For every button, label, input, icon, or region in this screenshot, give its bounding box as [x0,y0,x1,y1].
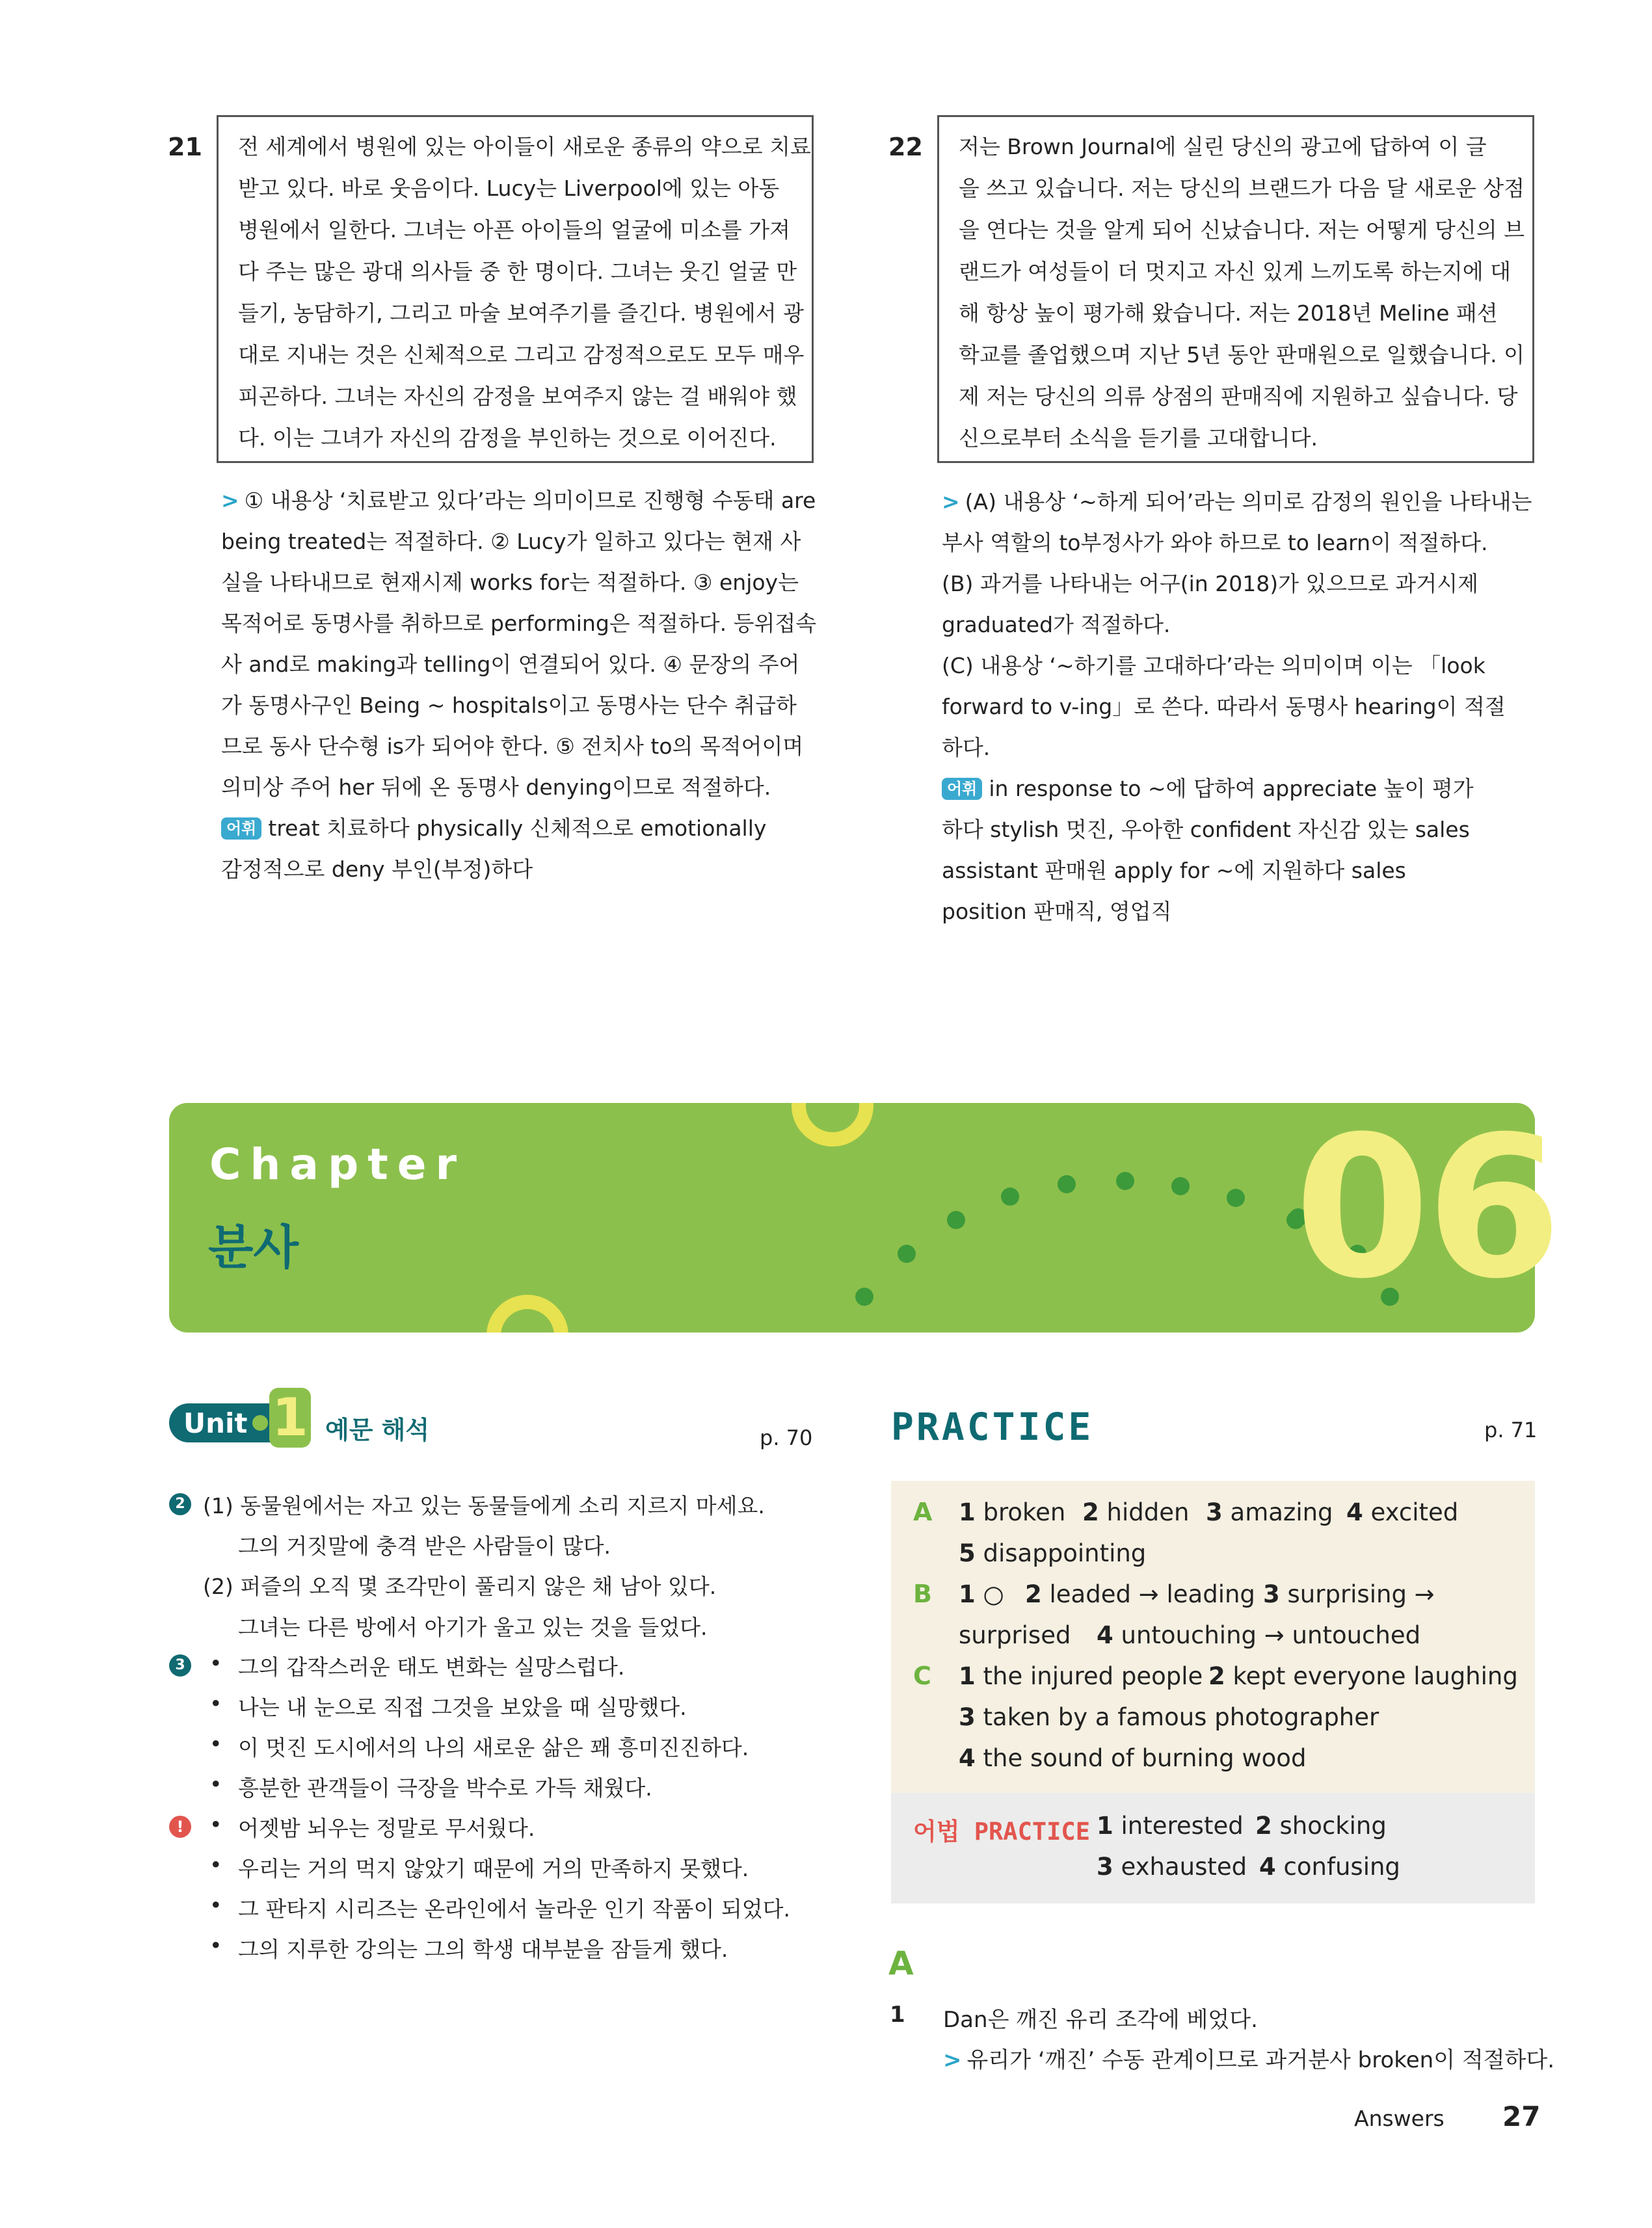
q22-exp-line: (B) 과거를 나타내는 어구(in 2018)가 있으므로 과거시제 [942,571,1478,596]
answer-item [1082,1498,1189,1526]
q21-exp-line: 사 and로 making과 telling이 연결되어 있다. ④ 문장의 주어 [221,652,800,677]
item-number-3-icon: 3 [169,1654,191,1677]
answer-text: disappointing [983,1539,1147,1567]
q22-exp-line: (A) 내용상 ‘~하게 되어’라는 의미로 감정의 원인을 나타내는 [965,489,1532,514]
answer-number: 1 [959,1580,976,1608]
list-item: 그 판타지 시리즈는 온라인에서 놀라운 인기 작품이 되었다. [238,1896,790,1922]
q21-vocab-line: 감정적으로 deny 부인(부정)하다 [221,856,533,882]
answer-item [1263,1580,1435,1608]
practice-label-b: B [913,1580,932,1608]
bullet: • [209,1691,222,1716]
q21-line: 피곤하다. 그녀는 자신의 감정을 보여주지 않는 걸 배워야 했 [238,384,797,409]
list-item: (2) 퍼즐의 오직 몇 조각만이 풀리지 않은 채 남아 있다. [203,1574,717,1599]
q21-exp-line: 므로 동사 단수형 is가 되어야 한다. ⑤ 전치사 to의 목적어이며 [221,734,804,759]
question-number-22: 22 [888,133,923,161]
decor-ring-bottom [494,1302,561,1333]
q21-exp-line: being treated는 적절하다. ② Lucy가 일하고 있다는 현재 사 [221,529,801,554]
q22-exp-line: 부사 역할의 to부정사가 와야 하므로 to learn이 적절하다. [942,530,1488,555]
q21-exp-line: 실을 나타내므로 현재시제 works for는 적절하다. ③ enjoy는 [221,570,799,595]
footer-label: Answers [1354,2106,1445,2131]
q21-exp-line: 의미상 주어 her 뒤에 온 동명사 denying이므로 적절하다. [221,775,771,800]
chapter-title: 분사 [208,1220,299,1275]
answer-text: surprised [959,1621,1071,1649]
answer-item [1255,1812,1387,1840]
answer-number: 2 [1025,1580,1042,1608]
grammar-practice-label: 어법 PRACTICE [913,1818,1090,1846]
answer-text: ○ [983,1580,1004,1608]
answer-number: 2 [1255,1812,1272,1840]
answer-item [1097,1853,1247,1881]
list-item: 어젯밤 뇌우는 정말로 무서웠다. [238,1816,535,1841]
q22-line: 저는 Brown Journal에 실린 당신의 광고에 답하여 이 글 [959,134,1487,159]
q22-vocab-line: in response to ~에 답하여 appreciate 높이 평가 [989,776,1474,801]
answer-item [1206,1498,1333,1526]
answer-item [1097,1812,1244,1840]
q21-exp-line: ① 내용상 ‘치료받고 있다’라는 의미이므로 진행형 수동태 are [244,488,816,513]
answer-number: 2 [1082,1498,1099,1526]
answer-number: 4 [959,1744,976,1772]
answer-text: surprising → [1287,1580,1435,1608]
answer-text: excited [1370,1498,1459,1526]
answer-text: exhausted [1121,1853,1247,1881]
answer-number: 1 [1097,1812,1113,1840]
q22-line: 을 쓰고 있습니다. 저는 당신의 브랜드가 다음 달 새로운 상점 [959,176,1525,201]
warning-icon: ! [169,1816,191,1838]
answer-item [1025,1580,1255,1608]
q21-explanation [221,480,819,890]
answer-number: 4 [1346,1498,1363,1526]
bullet: • [209,1933,222,1958]
q22-vocab-line: assistant 판매원 apply for ~에 지원하다 sales [942,858,1406,883]
answer-text: shocking [1279,1812,1387,1840]
answer-item [1346,1498,1458,1526]
list-item: 그의 갑작스러운 태도 변화는 실망스럽다. [238,1654,625,1680]
vocab-tag: 어휘 [221,817,261,840]
list-item: 나는 내 눈으로 직접 그것을 보았을 때 실망했다. [238,1695,687,1720]
answer-item [1259,1853,1400,1881]
answer-item [959,1498,1065,1526]
list-item: 그의 거짓말에 충격 받은 사람들이 많다. [238,1533,611,1559]
section-a-heading: A [888,1944,914,1982]
chevron-right-icon: > [942,489,960,514]
chapter-number: 06 [1294,1094,1558,1321]
bullet: • [209,1892,222,1918]
answer-text: amazing [1230,1498,1333,1526]
answer-item [959,1539,1146,1567]
q21-exp-line: 가 동명사구인 Being ~ hospitals이고 동명사는 단수 취급하 [221,693,797,718]
q21-line: 병원에서 일한다. 그녀는 아픈 아이들의 얼굴에 미소를 가져 [238,217,790,243]
q21-exp-line: 목적어로 동명사를 취하므로 performing은 적절하다. 등위접속 [221,611,817,636]
answer-text: the sound of burning wood [983,1744,1307,1772]
q22-line: 랜드가 여성들이 더 멋지고 자신 있게 느끼도록 하는지에 대 [959,259,1511,284]
list-item: 그녀는 다른 방에서 아기가 울고 있는 것을 들었다. [238,1615,708,1640]
list-item: 그의 지루한 강의는 그의 학생 대부분을 잠들게 했다. [238,1937,728,1962]
q22-line: 을 연다는 것을 알게 되어 신났습니다. 저는 어떻게 당신의 브 [959,217,1525,243]
vocab-tag: 어휘 [942,778,982,800]
section-a-number: 1 [890,2002,905,2028]
answer-item [959,1580,1004,1608]
answer-number: 2 [1208,1662,1225,1690]
decor-ring-top [799,1103,866,1139]
chapter-label: Chapter [209,1139,466,1189]
answer-number: 4 [1259,1853,1276,1881]
answer-item [1097,1621,1420,1649]
answer-item [959,1621,1071,1649]
answer-item [959,1662,1203,1690]
answer-number: 1 [959,1662,976,1690]
list-item: 이 멋진 도시에서의 나의 새로운 삶은 꽤 흥미진진하다. [238,1735,749,1760]
q21-line: 대로 지내는 것은 신체적으로 그리고 감정적으로도 모두 매우 [238,342,805,367]
answer-text: untouching → untouched [1121,1621,1421,1649]
chevron-right-icon: > [221,488,239,513]
practice-label-a: A [913,1498,933,1526]
answer-item [959,1703,1379,1731]
list-item: (1) 동물원에서는 자고 있는 동물들에게 소리 지르지 마세요. [203,1493,765,1518]
list-item: 우리는 거의 먹지 않았기 때문에 거의 만족하지 못했다. [238,1856,749,1881]
q21-line: 다. 이는 그녀가 자신의 감정을 부인하는 것으로 이어진다. [238,425,777,451]
answer-text: taken by a famous photographer [983,1703,1379,1731]
q21-line: 들기, 농담하기, 그리고 마술 보여주기를 즐긴다. 병원에서 광 [238,300,804,326]
answer-number: 3 [959,1703,976,1731]
q22-line: 제 저는 당신의 의류 상점의 판매직에 지원하고 싶습니다. 당 [959,384,1518,409]
q22-exp-line: (C) 내용상 ‘~하기를 고대하다’라는 의미이며 이는 「look [942,653,1485,678]
q22-exp-line: graduated가 적절하다. [942,612,1171,637]
q22-exp-line: 하다. [942,735,991,760]
answer-text: broken [983,1498,1066,1526]
q22-vocab-line: 하다 stylish 멋진, 우아한 confident 자신감 있는 sales [942,817,1470,842]
practice-page-ref: p. 71 [1484,1418,1538,1442]
q22-line: 학교를 졸업했으며 지난 5년 동안 판매원으로 일했습니다. 이 [959,342,1525,367]
answer-number: 3 [1206,1498,1223,1526]
answer-number: 1 [959,1498,976,1526]
practice-heading: PRACTICE [891,1405,1094,1449]
answer-number: 3 [1263,1580,1280,1608]
answer-text: hidden [1106,1498,1190,1526]
unit-page-ref: p. 70 [760,1426,813,1450]
answer-number: 3 [1097,1853,1113,1881]
q22-explanation [942,481,1540,932]
section-a-explanation [943,2042,1554,2074]
list-item: 흥분한 관객들이 극장을 박수로 가득 채웠다. [238,1775,652,1801]
q22-exp-line: forward to v-ing」로 쓴다. 따라서 동명사 hearing이 적절 [942,694,1506,719]
q21-translation-box [217,115,814,463]
unit-title: 예문 해석 [325,1416,430,1444]
q21-line: 받고 있다. 바로 웃음이다. Lucy는 Liverpool에 있는 아동 [238,176,780,201]
q21-line: 전 세계에서 병원에 있는 아이들이 새로운 종류의 약으로 치료 [238,134,811,159]
answer-text: leaded → leading [1049,1580,1255,1608]
q21-vocab-line: treat 치료하다 physically 신체적으로 emotionally [268,816,767,841]
chevron-right-icon: > [943,2047,962,2073]
section-a-exp-text: 유리가 ‘깨진’ 수동 관계이므로 과거분사 broken이 적절하다. [966,2047,1555,2073]
item-number-2-icon: 2 [169,1493,191,1515]
answer-item [1208,1662,1518,1690]
question-number-21: 21 [168,133,202,161]
unit-label: Unit [183,1407,248,1439]
q22-line: 해 항상 높이 평가해 왔습니다. 저는 2018년 Meline 패션 [959,300,1498,326]
answer-text: interested [1121,1812,1244,1840]
unit-dot-icon [252,1415,268,1431]
answer-item [959,1744,1306,1772]
grammar-practice-box [891,1793,1535,1903]
q22-translation-box [937,115,1534,463]
answer-number: 5 [959,1539,976,1567]
answer-text: the injured people [983,1662,1203,1690]
bullet: • [209,1852,222,1877]
bullet: • [209,1731,222,1757]
answer-number: 4 [1097,1621,1113,1649]
q21-line: 다 주는 많은 광대 의사들 중 한 명이다. 그녀는 웃긴 얼굴 만 [238,259,797,284]
page-number: 27 [1502,2101,1541,2132]
unit-number: 1 [269,1388,311,1448]
answer-text: confusing [1283,1853,1400,1881]
bullet: • [209,1812,222,1837]
practice-label-c: C [913,1662,931,1690]
q22-vocab-line: position 판매직, 영업직 [942,899,1172,924]
q22-line: 신으로부터 소식을 듣기를 고대합니다. [959,425,1318,451]
bullet: • [209,1771,222,1797]
section-a-sentence: Dan은 깨진 유리 조각에 베었다. [943,2007,1258,2033]
bullet: • [209,1651,222,1676]
answer-text: kept everyone laughing [1232,1662,1518,1690]
